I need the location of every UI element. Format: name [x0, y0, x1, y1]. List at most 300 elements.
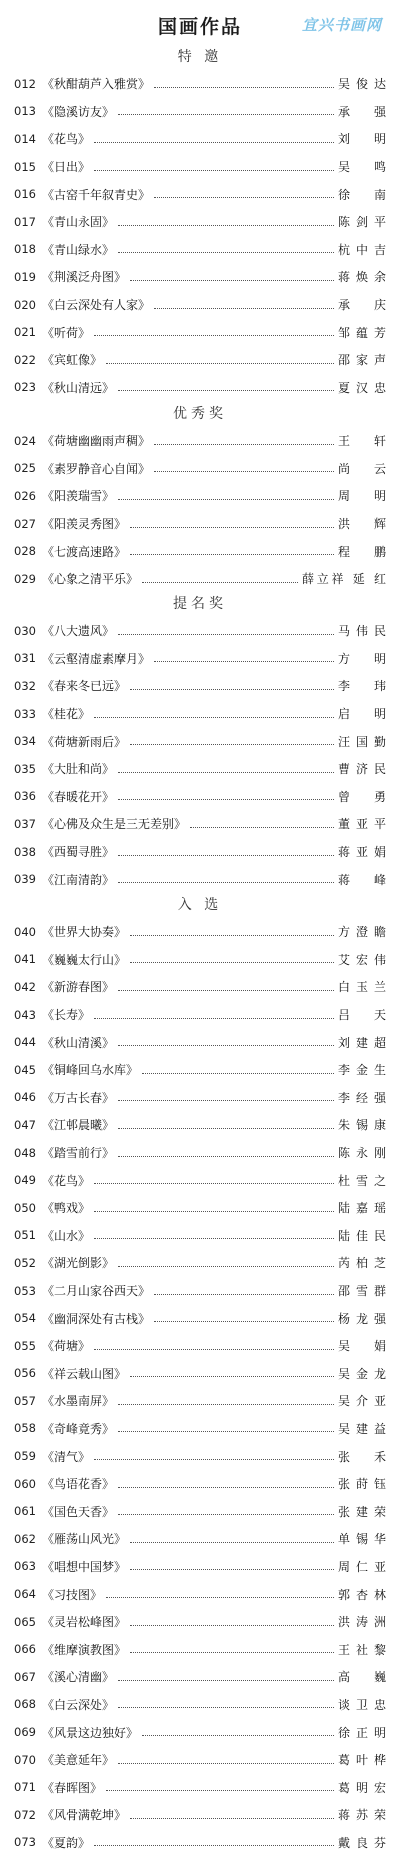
entry-work-title: 《云壑清虚素摩月》	[42, 651, 151, 666]
entry-number: 039	[14, 872, 36, 887]
list-item	[0, 1691, 400, 1719]
dotted-leader	[190, 826, 334, 828]
entry-artist: 艾宏伟	[338, 952, 386, 967]
entry-number: 050	[14, 1200, 36, 1215]
entry-work-title: 《灵岩松峰图》	[42, 1615, 127, 1630]
dotted-leader	[118, 113, 334, 115]
entry-work-title: 《春晖图》	[42, 1780, 103, 1795]
entry-work-title: 《唱想中国梦》	[42, 1559, 127, 1574]
dotted-leader	[94, 1182, 334, 1184]
entry-artist: 夏汉忠	[338, 380, 386, 395]
list-item	[0, 537, 400, 565]
entry-artist: 陆佳民	[338, 1228, 386, 1243]
entry-artist: 葛明宏	[338, 1780, 386, 1795]
list-item	[0, 1139, 400, 1167]
entry-number: 059	[14, 1449, 36, 1464]
dotted-leader	[94, 1017, 334, 1019]
section-heading: 入 选	[177, 897, 223, 913]
list-item	[0, 565, 400, 593]
entry-number: 033	[14, 706, 36, 721]
list-item	[0, 263, 400, 291]
dotted-leader	[94, 1210, 334, 1212]
entry-work-title: 《江南清韵》	[42, 872, 115, 887]
list-item	[0, 1773, 400, 1801]
dotted-leader	[130, 961, 334, 963]
entry-work-title: 《七渡高速路》	[42, 544, 127, 559]
section-invited	[0, 44, 400, 401]
entry-work-title: 《江邨晨曦》	[42, 1118, 115, 1133]
list-item	[0, 1056, 400, 1084]
entry-work-title: 《阳羡灵秀图》	[42, 517, 127, 532]
entry-work-title: 《大肚和尚》	[42, 762, 115, 777]
dotted-leader	[130, 1817, 334, 1819]
dotted-leader	[94, 1844, 334, 1846]
entry-artist: 张建荣	[338, 1504, 386, 1519]
entry-work-title: 《荆溪泛舟图》	[42, 270, 127, 285]
list-item	[0, 1360, 400, 1388]
list-item	[0, 1829, 400, 1856]
list-item	[0, 1084, 400, 1112]
entry-artist: 刘建超	[338, 1035, 386, 1050]
entry-artist: 徐 南	[338, 187, 386, 202]
list-item	[0, 672, 400, 700]
entry-work-title: 《白云深处》	[42, 1697, 115, 1712]
entry-artist: 吴介亚	[338, 1394, 386, 1409]
entry-artist: 李 玮	[338, 679, 386, 694]
entry-work-title: 《美意延年》	[42, 1753, 115, 1768]
entry-work-title: 《素罗静音心自闻》	[42, 461, 151, 476]
dotted-leader	[118, 1127, 334, 1129]
entry-number: 035	[14, 761, 36, 776]
entry-artist: 谈卫忠	[338, 1697, 386, 1712]
entry-work-title: 《世界大协奏》	[42, 925, 127, 940]
dotted-leader	[94, 716, 334, 718]
list-item	[0, 865, 400, 893]
list-item	[0, 1277, 400, 1305]
entry-artist: 尚 云	[338, 461, 386, 476]
list-item	[0, 180, 400, 208]
entry-work-title: 《青山永固》	[42, 215, 115, 230]
entry-number: 028	[14, 544, 36, 559]
entry-artist: 蒋焕余	[338, 270, 386, 285]
list-item	[0, 727, 400, 755]
entry-number: 024	[14, 433, 36, 448]
entry-number: 013	[14, 104, 36, 119]
dotted-leader	[130, 743, 334, 745]
dotted-leader	[118, 989, 334, 991]
dotted-leader	[106, 362, 334, 364]
entry-artist: 芮柏芝	[338, 1256, 386, 1271]
entry-artist: 蒋亚娟	[338, 845, 386, 860]
entry-work-title: 《春来冬已远》	[42, 679, 127, 694]
list-item	[0, 645, 400, 673]
entry-number: 042	[14, 979, 36, 994]
entry-number: 051	[14, 1228, 36, 1243]
dotted-leader	[154, 443, 334, 445]
entry-work-title: 《新游春图》	[42, 980, 115, 995]
dotted-leader	[130, 1651, 334, 1653]
entry-artist: 吕 天	[338, 1008, 386, 1023]
list-item	[0, 125, 400, 153]
list-item	[0, 1718, 400, 1746]
entry-number: 065	[14, 1614, 36, 1629]
entry-work-title: 《习技图》	[42, 1587, 103, 1602]
entry-work-title: 《长寿》	[42, 1008, 91, 1023]
list-item	[0, 70, 400, 98]
list-item	[0, 1442, 400, 1470]
entry-work-title: 《风骨满乾坤》	[42, 1808, 127, 1823]
entry-artist: 承 强	[338, 104, 386, 119]
dotted-leader	[94, 169, 334, 171]
list-item	[0, 1497, 400, 1525]
entry-artist: 高 巍	[338, 1670, 386, 1685]
entry-artist: 吴 鸣	[338, 160, 386, 175]
dotted-leader	[130, 688, 334, 690]
entry-number: 027	[14, 516, 36, 531]
entry-work-title: 《阳羡瑞雪》	[42, 489, 115, 504]
entry-work-title: 《鸟语花香》	[42, 1477, 115, 1492]
list-item	[0, 1580, 400, 1608]
dotted-leader	[94, 334, 334, 336]
entry-work-title: 《二月山家谷西天》	[42, 1284, 151, 1299]
dotted-leader	[130, 934, 334, 936]
dotted-leader	[154, 1293, 334, 1295]
entry-number: 022	[14, 352, 36, 367]
entry-number: 021	[14, 325, 36, 340]
entry-work-title: 《花鸟》	[42, 1173, 91, 1188]
list-item	[0, 510, 400, 538]
list-item	[0, 236, 400, 264]
entry-work-title: 《巍巍太行山》	[42, 952, 127, 967]
entry-number: 046	[14, 1090, 36, 1105]
list-item	[0, 617, 400, 645]
entry-artist: 杜雪之	[338, 1173, 386, 1188]
entry-number: 045	[14, 1062, 36, 1077]
entry-number: 034	[14, 734, 36, 749]
entry-artist: 程 鹏	[338, 544, 386, 559]
dotted-leader	[118, 1762, 334, 1764]
list-item	[0, 1222, 400, 1250]
list-item	[0, 755, 400, 783]
list-item	[0, 1194, 400, 1222]
entry-number: 054	[14, 1311, 36, 1326]
entry-artist: 杭中吉	[338, 242, 386, 257]
list-item	[0, 1525, 400, 1553]
entry-work-title: 《幽洞深处有古栈》	[42, 1311, 151, 1326]
entry-artist: 王社黎	[338, 1642, 386, 1657]
entry-number: 030	[14, 623, 36, 638]
list-item	[0, 810, 400, 838]
entry-artist: 承 庆	[338, 298, 386, 313]
entry-work-title: 《春暖花开》	[42, 789, 115, 804]
entry-number: 057	[14, 1393, 36, 1408]
dotted-leader	[118, 633, 334, 635]
list-item	[0, 291, 400, 319]
entry-artist: 周仁亚	[338, 1559, 386, 1574]
dotted-leader	[130, 1624, 334, 1626]
dotted-leader	[118, 1430, 334, 1432]
entry-artist: 蒋 峰	[338, 872, 386, 887]
entry-artist: 汪国勤	[338, 734, 386, 749]
entry-work-title: 《祥云载山图》	[42, 1366, 127, 1381]
dotted-leader	[130, 1541, 334, 1543]
dotted-leader	[130, 553, 334, 555]
entry-artist: 洪 辉	[338, 517, 386, 532]
entry-number: 012	[14, 76, 36, 91]
entry-number: 053	[14, 1283, 36, 1298]
entry-artist: 刘 明	[338, 132, 386, 147]
entry-artist: 方 明	[338, 651, 386, 666]
list-item	[0, 1028, 400, 1056]
entry-number: 036	[14, 789, 36, 804]
dotted-leader	[118, 854, 334, 856]
dotted-leader	[118, 1706, 334, 1708]
entry-artist: 曹济民	[338, 762, 386, 777]
entry-artist: 邵家声	[338, 353, 386, 368]
entry-work-title: 《秋山清远》	[42, 380, 115, 395]
entry-number: 015	[14, 159, 36, 174]
dotted-leader	[154, 1320, 334, 1322]
entry-work-title: 《日出》	[42, 160, 91, 175]
entry-artist: 马伟民	[338, 624, 386, 639]
entry-artist: 白玉兰	[338, 980, 386, 995]
list-item	[0, 1249, 400, 1277]
dotted-leader	[130, 526, 334, 528]
dotted-leader	[118, 771, 334, 773]
entry-artist: 朱锡康	[338, 1118, 386, 1133]
list-item	[0, 946, 400, 974]
dotted-leader	[94, 1458, 334, 1460]
section-nomination-award	[0, 591, 400, 893]
entry-work-title: 《奇峰竟秀》	[42, 1421, 115, 1436]
list-item	[0, 1304, 400, 1332]
entry-number: 018	[14, 242, 36, 257]
entry-work-title: 《山水》	[42, 1228, 91, 1243]
entry-work-title: 《心佛及众生是三无差别》	[42, 817, 187, 832]
entry-number: 058	[14, 1421, 36, 1436]
list-item	[0, 455, 400, 483]
dotted-leader	[154, 470, 334, 472]
list-item	[0, 1470, 400, 1498]
entry-work-title: 《八大遗风》	[42, 624, 115, 639]
list-item	[0, 374, 400, 402]
entry-work-title: 《雁荡山风光》	[42, 1532, 127, 1547]
entry-work-title: 《古窑千年叙青史》	[42, 187, 151, 202]
dotted-leader	[118, 1513, 334, 1515]
entry-number: 073	[14, 1835, 36, 1850]
list-item	[0, 783, 400, 811]
entry-work-title: 《宾虹像》	[42, 353, 103, 368]
entry-work-title: 《秋酣葫芦入雅赏》	[42, 77, 151, 92]
section-heading: 特 邀	[177, 49, 223, 65]
entry-number: 031	[14, 651, 36, 666]
entry-number: 032	[14, 678, 36, 693]
list-item	[0, 482, 400, 510]
entry-work-title: 《桂花》	[42, 707, 91, 722]
list-item	[0, 1635, 400, 1663]
list-item	[0, 1553, 400, 1581]
dotted-leader	[154, 307, 334, 309]
entry-work-title: 《鸭戏》	[42, 1201, 91, 1216]
entry-artist: 王 轩	[338, 434, 386, 449]
entry-number: 043	[14, 1007, 36, 1022]
entry-number: 066	[14, 1642, 36, 1657]
list-item	[0, 1111, 400, 1139]
list-item	[0, 1608, 400, 1636]
dotted-leader	[94, 1237, 334, 1239]
entry-number: 056	[14, 1366, 36, 1381]
dotted-leader	[154, 86, 334, 88]
dotted-leader	[118, 1486, 334, 1488]
list-item	[0, 427, 400, 455]
list-item	[0, 1001, 400, 1029]
entry-work-title: 《国色天香》	[42, 1504, 115, 1519]
entry-artist: 李经强	[338, 1090, 386, 1105]
dotted-leader	[118, 1155, 334, 1157]
dotted-leader	[142, 581, 298, 583]
list-item	[0, 1663, 400, 1691]
dotted-leader	[118, 251, 334, 253]
entry-number: 069	[14, 1725, 36, 1740]
dotted-leader	[118, 1265, 334, 1267]
section-excellence-award	[0, 401, 400, 593]
entry-number: 048	[14, 1145, 36, 1160]
entry-number: 020	[14, 297, 36, 312]
entry-number: 071	[14, 1780, 36, 1795]
entry-artist: 张 禾	[338, 1449, 386, 1464]
entry-number: 052	[14, 1255, 36, 1270]
entry-work-title: 《隐溪访友》	[42, 104, 115, 119]
entry-number: 067	[14, 1669, 36, 1684]
entry-artist: 单锡华	[338, 1532, 386, 1547]
entry-artist: 戴良芬	[338, 1835, 386, 1850]
entry-artist: 吴金龙	[338, 1366, 386, 1381]
dotted-leader	[94, 1348, 334, 1350]
entry-work-title: 《西蜀寻胜》	[42, 845, 115, 860]
entry-work-title: 《铜峰回乌水库》	[42, 1063, 139, 1078]
list-item	[0, 700, 400, 728]
dotted-leader	[106, 1789, 334, 1791]
entry-number: 037	[14, 816, 36, 831]
dotted-leader	[130, 279, 334, 281]
entry-artist: 葛叶桦	[338, 1753, 386, 1768]
dotted-leader	[118, 1679, 334, 1681]
entry-work-title: 《踏雪前行》	[42, 1146, 115, 1161]
entry-number: 063	[14, 1559, 36, 1574]
entry-artist: 曾 勇	[338, 789, 386, 804]
list-item	[0, 208, 400, 236]
dotted-leader	[142, 1734, 334, 1736]
entry-work-title: 《荷塘新雨后》	[42, 734, 127, 749]
dotted-leader	[118, 389, 334, 391]
dotted-leader	[118, 798, 334, 800]
entry-work-title: 《万古长春》	[42, 1090, 115, 1105]
entry-number: 060	[14, 1476, 36, 1491]
entry-work-title: 《花鸟》	[42, 132, 91, 147]
entry-artist: 周 明	[338, 489, 386, 504]
entry-work-title: 《青山绿水》	[42, 242, 115, 257]
list-item	[0, 838, 400, 866]
list-item	[0, 918, 400, 946]
entry-artist: 蒋苏荣	[338, 1808, 386, 1823]
dotted-leader	[130, 1568, 334, 1570]
dotted-leader	[106, 1596, 334, 1598]
dotted-leader	[154, 660, 334, 662]
entry-number: 029	[14, 571, 36, 586]
entry-number: 068	[14, 1697, 36, 1712]
section-heading: 提名奖	[173, 596, 227, 612]
dotted-leader	[142, 1072, 334, 1074]
entry-artist: 陈剑平	[338, 215, 386, 230]
list-item	[0, 346, 400, 374]
dotted-leader	[94, 141, 334, 143]
entry-number: 062	[14, 1531, 36, 1546]
entry-number: 064	[14, 1587, 36, 1602]
list-item	[0, 1746, 400, 1774]
list-item	[0, 1801, 400, 1829]
list-item	[0, 1332, 400, 1360]
entry-artist: 李金生	[338, 1063, 386, 1078]
entry-artist: 徐正明	[338, 1725, 386, 1740]
entry-work-title: 《溪心清幽》	[42, 1670, 115, 1685]
entry-number: 047	[14, 1117, 36, 1132]
entry-number: 040	[14, 924, 36, 939]
list-item	[0, 318, 400, 346]
dotted-leader	[130, 1375, 334, 1377]
entry-work-title: 《荷塘幽幽雨声稠》	[42, 434, 151, 449]
entry-number: 061	[14, 1504, 36, 1519]
page-title: 国画作品	[157, 16, 242, 38]
entry-artist: 陈永刚	[338, 1146, 386, 1161]
entry-work-title: 《清气》	[42, 1449, 91, 1464]
entry-number: 025	[14, 461, 36, 476]
entry-artist: 洪涛洲	[338, 1615, 386, 1630]
entry-number: 055	[14, 1338, 36, 1353]
entry-number: 041	[14, 952, 36, 967]
list-item	[0, 1387, 400, 1415]
entry-artist: 吴建益	[338, 1421, 386, 1436]
watermark-logo: 宜兴书画网	[301, 16, 382, 34]
entry-work-title: 《夏韵》	[42, 1835, 91, 1850]
entry-work-title: 《听荷》	[42, 325, 91, 340]
entry-work-title: 《心象之清平乐》	[42, 572, 139, 587]
list-item	[0, 98, 400, 126]
entry-work-title: 《水墨南屏》	[42, 1394, 115, 1409]
entry-number: 019	[14, 269, 36, 284]
dotted-leader	[118, 224, 334, 226]
entry-number: 014	[14, 131, 36, 146]
dotted-leader	[118, 1099, 334, 1101]
entry-number: 049	[14, 1173, 36, 1188]
entry-work-title: 《白云深处有人家》	[42, 298, 151, 313]
entry-artist: 董亚平	[338, 817, 386, 832]
entry-artist: 吴 娟	[338, 1339, 386, 1354]
dotted-leader	[118, 1403, 334, 1405]
entry-artist: 邹蕴芳	[338, 325, 386, 340]
entry-number: 072	[14, 1807, 36, 1822]
entry-artist: 郭杏林	[338, 1587, 386, 1602]
entry-artist: 吴俊达	[338, 77, 386, 92]
list-item	[0, 1415, 400, 1443]
section-heading: 优秀奖	[173, 406, 227, 422]
dotted-leader	[118, 498, 334, 500]
entry-artist: 张莳钰	[338, 1477, 386, 1492]
section-selected	[0, 892, 400, 1856]
entry-number: 070	[14, 1752, 36, 1767]
entry-number: 017	[14, 214, 36, 229]
entry-work-title: 《荷塘》	[42, 1339, 91, 1354]
entry-artist: 陆嘉瑶	[338, 1201, 386, 1216]
